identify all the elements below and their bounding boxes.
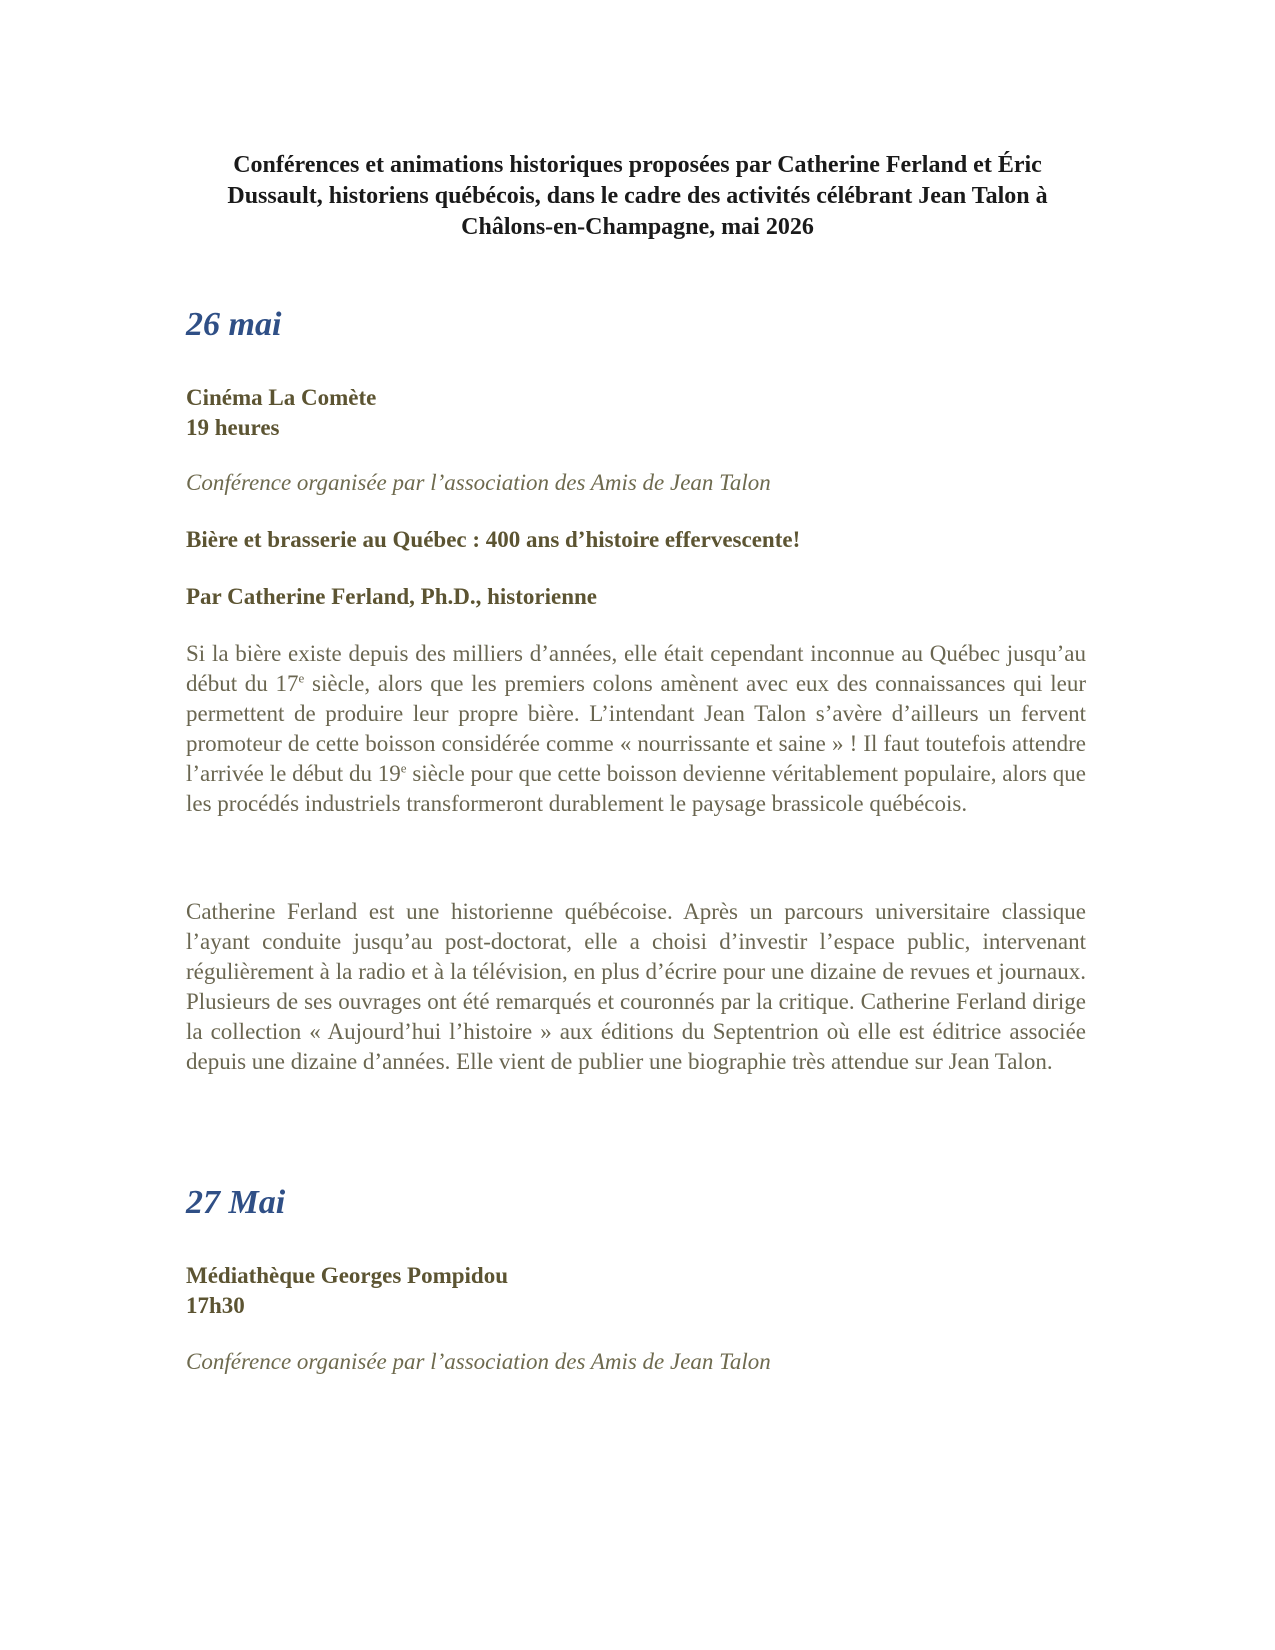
description-text bbox=[186, 639, 1086, 819]
venue-name: Médiathèque Georges Pompidou bbox=[186, 1263, 508, 1288]
biography-text: Catherine Ferland est une historienne québécoise. Après un parcours universitaire classique l’ayant conduite jusqu’au post-doctorat, elle a choisi d’investir l’espace public, intervenant régulièrement à la radio et à la télévision, en plus d’écrire pour une dizaine de revues et journaux. Plusieurs de ses ouvrages ont été remarqués et couronnés par la critique. Catherine Ferland dirige la collection « Aujourd’hui l’histoire » aux éditions du Septentrion où elle est éditrice associée depuis une dizaine d’années. Elle vient de publier une biographie très attendue sur Jean Talon. bbox=[186, 899, 1086, 1074]
event-time: 19 heures bbox=[186, 415, 280, 440]
document-title: Conférences et animations historiques proposées par Catherine Ferland et Éric Dussault, historiens québécois, dans le cadre des activités célébrant Jean Talon à Châlons-en-Champagne, mai 2026 bbox=[227, 152, 1048, 240]
description-paragraph-2 bbox=[186, 897, 1086, 1077]
organizer-text: Conférence organisée par l’association des Amis de Jean Talon bbox=[186, 470, 771, 495]
date-heading: 27 Mai bbox=[186, 1184, 286, 1221]
talk-title-block bbox=[186, 525, 1086, 555]
organizer-note bbox=[186, 1347, 1086, 1377]
date-heading: 26 mai bbox=[186, 306, 282, 343]
superscript: e bbox=[298, 670, 305, 686]
speaker-block bbox=[186, 582, 1086, 612]
description-text-part: siècle, alors que les premiers colons amènent avec eux des connaissances qui leur permettent de produire leur propre bière. L’intendant Jean Talon s’avère d’ailleurs un fervent promoteur de cette boisson considérée comme « nourrissante et saine » ! Il faut toutefois attendre l’arrivée le début du 19 bbox=[186, 671, 1086, 786]
venue-name: Cinéma La Comète bbox=[186, 385, 377, 410]
organizer-note bbox=[186, 468, 1086, 498]
superscript: e bbox=[400, 760, 407, 776]
description-text-part: siècle pour que cette boisson devienne véritablement populaire, alors que les procédés industriels transformeront durablement le paysage brassicole québécois. bbox=[186, 761, 1086, 816]
event-venue-block bbox=[186, 1261, 1086, 1321]
talk-title: Bière et brasserie au Québec : 400 ans d’histoire effervescente! bbox=[186, 527, 801, 552]
speaker-line: Par Catherine Ferland, Ph.D., historienne bbox=[186, 584, 597, 609]
event-section-2 bbox=[186, 1183, 1086, 1223]
event-venue-block bbox=[186, 383, 1086, 443]
event-time: 17h30 bbox=[186, 1293, 245, 1318]
event-section-1 bbox=[186, 305, 1086, 345]
organizer-text: Conférence organisée par l’association des Amis de Jean Talon bbox=[186, 1349, 771, 1374]
description-paragraph-1 bbox=[186, 639, 1086, 819]
description-text-part: Si la bière existe depuis des milliers d’années, elle était cependant inconnue au Québec jusqu’au début du 17 bbox=[186, 641, 1086, 696]
